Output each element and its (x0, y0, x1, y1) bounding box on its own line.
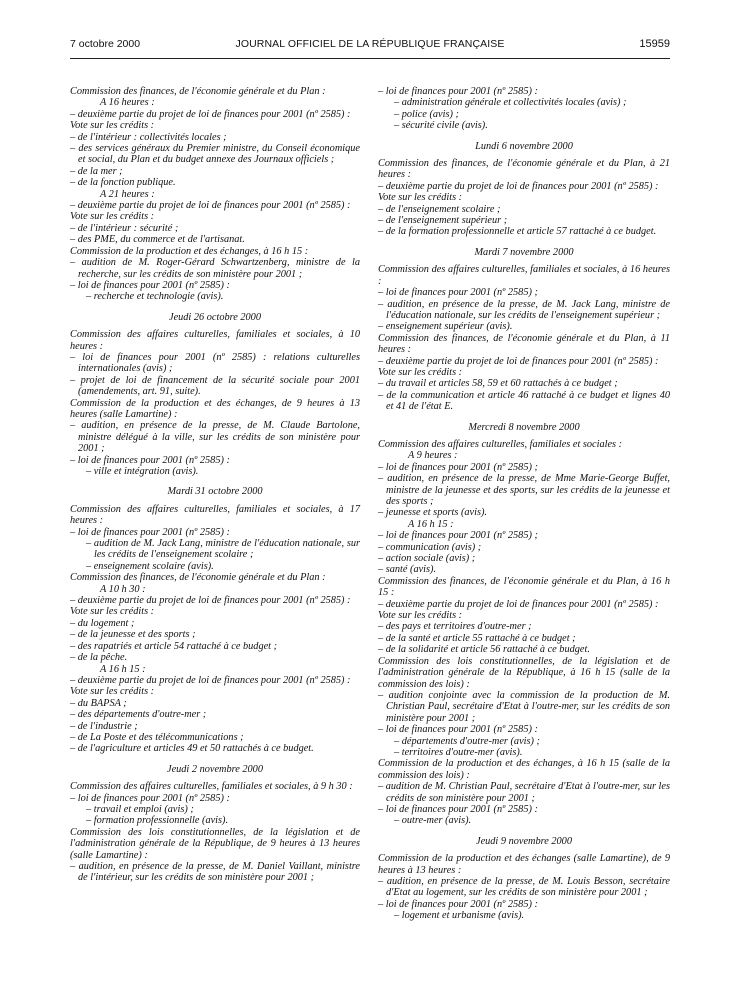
heading-line: Commission de la production et des échanges (salle Lamartine), de 9 heures à 13 heures : (378, 853, 670, 876)
date-heading: Jeudi 2 novembre 2000 (167, 763, 263, 775)
item-line: – audition, en présence de la presse, de M. Claude Bartolone, ministre délégué à la ville, sur les crédits de son ministère pour 2001 ; (70, 420, 360, 455)
item-line: – jeunesse et sports (avis). (378, 507, 487, 519)
subitem-line: – enseignement scolaire (avis). (86, 560, 214, 572)
item-line: – deuxième partie du projet de loi de finances pour 2001 (nº 2585) : (378, 180, 659, 192)
heading-line: Vote sur les crédits : (70, 120, 155, 132)
heading-line: Vote sur les crédits : (70, 686, 155, 698)
item-line: – de la formation professionnelle et article 57 rattaché à ce budget. (378, 226, 657, 238)
item-line: – loi de finances pour 2001 (nº 2585) : (70, 454, 230, 466)
subitem-line: – sécurité civile (avis). (394, 120, 488, 132)
item-line: – de l'intérieur : sécurité ; (70, 222, 179, 234)
item-line: – des rapatriés et article 54 rattaché à ce budget ; (70, 640, 278, 652)
item-line: – loi de finances pour 2001 (nº 2585) : (378, 898, 538, 910)
item-line: – audition, en présence de la presse, de M. Louis Besson, secrétaire d'Etat au logement, sur les crédits de son ministère pour 2001 ; (378, 876, 670, 899)
item-line: – deuxième partie du projet de loi de finances pour 2001 (nº 2585) : (378, 598, 659, 610)
item-line: – action sociale (avis) ; (378, 553, 476, 565)
item-line: – des PME, du commerce et de l'artisanat. (70, 234, 245, 246)
item-line: – loi de finances pour 2001 (nº 2585) ; (378, 287, 538, 299)
item-line: – deuxième partie du projet de loi de finances pour 2001 (nº 2585) : (70, 200, 351, 212)
item-line: – de l'intérieur : collectivités locales ; (70, 131, 227, 143)
item-line: – de la communication et article 46 rattaché à ce budget et lignes 40 et 41 de l'état E. (378, 389, 670, 413)
issue-date: 7 octobre 2000 (70, 38, 141, 50)
item-line: – loi de finances pour 2001 (nº 2585) ; (378, 530, 538, 542)
heading-line: Commission de la production et des échanges, à 16 h 15 (salle de la commission des lois) : (378, 758, 670, 781)
date-heading: Mardi 31 octobre 2000 (167, 486, 263, 498)
heading-line: Commission des finances, de l'économie générale et du Plan, à 11 heures : (378, 332, 670, 356)
item-line: – de l'agriculture et articles 49 et 50 rattachés à ce budget. (70, 743, 314, 755)
item-line: – audition, en présence de la presse, de M. Jack Lang, ministre de l'éducation nationale, sur les crédits de l'enseignement supérieur ; (378, 298, 670, 321)
header-rule (70, 58, 670, 59)
time-line: A 16 heures : (100, 97, 155, 109)
item-line: – de la solidarité et article 56 rattaché à ce budget. (378, 644, 590, 656)
item-line: – santé (avis). (378, 564, 437, 576)
heading-line: Commission des affaires culturelles, familiales et sociales, à 16 heures : (378, 264, 670, 287)
item-line: – loi de finances pour 2001 (nº 2585) : relations culturelles internationales (avis) ; (70, 351, 360, 375)
item-line: – des pays et territoires d'outre-mer ; (378, 621, 532, 633)
heading-line: Vote sur les crédits : (378, 610, 463, 622)
heading-line: Commission des finances, de l'économie générale et du Plan, à 21 heures : (378, 158, 670, 181)
item-line: – enseignement supérieur (avis). (378, 321, 513, 333)
item-line: – audition de M. Roger-Gérard Schwartzenberg, ministre de la recherche, sur les crédits de son ministère pour 2001 ; (70, 257, 360, 280)
subitem-line: – audition de M. Jack Lang, ministre de l'éducation nationale, sur les crédits de l'enseignement scolaire ; (86, 538, 360, 561)
subitem-line: – outre-mer (avis). (394, 815, 472, 827)
heading-line: Commission des finances, de l'économie générale et du Plan : (70, 572, 326, 584)
subitem-line: – logement et urbanisme (avis). (394, 910, 525, 922)
date-heading: Mardi 7 novembre 2000 (474, 246, 574, 258)
heading-line: Commission des lois constitutionnelles, de la législation et de l'administration générale de la République, de 9 heures à 13 heures (salle Lamartine) : (70, 826, 360, 861)
item-line: – loi de finances pour 2001 (nº 2585) : (70, 526, 230, 538)
item-line: – loi de finances pour 2001 (nº 2585) : (378, 803, 538, 815)
item-line: – de la jeunesse et des sports ; (70, 629, 196, 641)
right-column (378, 86, 670, 922)
item-line: – de La Poste et des télécommunications ; (70, 731, 244, 743)
item-line: – du BAPSA ; (70, 697, 127, 709)
heading-line: Commission des affaires culturelles, familiales et sociales, à 9 h 30 : (70, 781, 353, 793)
heading-line: Commission de la production et des échanges, à 16 h 15 : (70, 245, 309, 257)
item-line: – deuxième partie du projet de loi de finances pour 2001 (nº 2585) : (70, 108, 351, 120)
journal-title: JOURNAL OFFICIEL DE LA RÉPUBLIQUE FRANÇAISE (235, 38, 505, 50)
heading-line: Vote sur les crédits : (378, 366, 463, 378)
time-line: A 21 heures : (100, 188, 155, 200)
item-line: – projet de loi de financement de la sécurité sociale pour 2001 (amendements, art. 91, suite). (70, 374, 360, 398)
item-line: – deuxième partie du projet de loi de finances pour 2001 (nº 2585) : (70, 595, 351, 607)
heading-line: Vote sur les crédits : (70, 211, 155, 223)
heading-line: Commission des lois constitutionnelles, de la législation et de l'administration générale de la République, à 16 h 15 (salle de la commission des lois) : (378, 655, 670, 690)
item-line: – audition, en présence de la presse, de M. Daniel Vaillant, ministre de l'intérieur, sur les crédits de son ministère pour 2001 ; (70, 861, 360, 884)
heading-line: Vote sur les crédits : (378, 192, 463, 204)
item-line: – audition, en présence de la presse, de Mme Marie-George Buffet, ministre de la jeunesse et des sports, sur les crédits de la jeunesse et des sports ; (378, 473, 670, 507)
item-line: – de la santé et article 55 rattaché à ce budget ; (378, 632, 576, 644)
heading-line: Commission des affaires culturelles, familiales et sociales : (378, 438, 623, 450)
heading-line: Commission des affaires culturelles, familiales et sociales, à 17 heures : (70, 503, 360, 527)
item-line: – des départements d'outre-mer ; (70, 709, 207, 721)
item-line: – de la pêche. (70, 652, 128, 664)
item-line: – loi de finances pour 2001 (nº 2585) : (378, 724, 538, 736)
subitem-line: – travail et emploi (avis) ; (86, 803, 194, 815)
heading-line: Commission de la production et des échanges, de 9 heures à 13 heures (salle Lamartine) : (70, 397, 360, 420)
item-line: – du logement ; (70, 617, 135, 629)
page-header (70, 38, 670, 54)
subitem-line: – recherche et technologie (avis). (86, 291, 224, 303)
item-line: – audition conjointe avec la commission de la production de M. Christian Paul, secrétaire d'Etat à l'outre-mer, sur les crédits de son ministère pour 2001 ; (378, 689, 670, 724)
item-line: – de la mer ; (70, 165, 123, 177)
item-line: – deuxième partie du projet de loi de finances pour 2001 (nº 2585) : (378, 355, 659, 367)
page-number: 15959 (639, 38, 670, 50)
time-line: A 10 h 30 : (100, 583, 146, 595)
time-line: A 9 heures : (408, 450, 458, 462)
item-line: – de l'industrie ; (70, 720, 138, 732)
item-line: – loi de finances pour 2001 (nº 2585) ; (378, 461, 538, 473)
item-line: – audition de M. Christian Paul, secrétaire d'Etat à l'outre-mer, sur les crédits de son ministère pour 2001 ; (378, 781, 670, 804)
date-heading: Lundi 6 novembre 2000 (475, 140, 573, 152)
item-line: – loi de finances pour 2001 (nº 2585) : (70, 279, 230, 291)
subitem-line: – administration générale et collectivités locales (avis) ; (394, 97, 627, 109)
heading-line: Commission des affaires culturelles, familiales et sociales, à 10 heures : (70, 329, 360, 352)
item-line: – loi de finances pour 2001 (nº 2585) : (70, 792, 230, 804)
date-heading: Jeudi 26 octobre 2000 (169, 311, 261, 323)
time-line: A 16 h 15 : (408, 518, 454, 530)
item-line: – de l'enseignement supérieur ; (378, 215, 508, 227)
heading-line: Commission des finances, de l'économie générale et du Plan : (70, 86, 326, 97)
item-line: – communication (avis) ; (378, 541, 482, 553)
item-line: – de l'enseignement scolaire ; (378, 203, 501, 215)
subitem-line: – formation professionnelle (avis). (86, 815, 229, 827)
item-line: – des services généraux du Premier ministre, du Conseil économique et social, du Plan et du budget annexe des Journaux officiels ; (70, 143, 360, 166)
item-line: – loi de finances pour 2001 (nº 2585) : (378, 86, 538, 97)
item-line: – de la fonction publique. (70, 177, 176, 189)
left-column (70, 86, 360, 884)
heading-line: Commission des finances, de l'économie générale et du Plan, à 16 h 15 : (378, 575, 670, 599)
date-heading: Mercredi 8 novembre 2000 (468, 421, 580, 433)
heading-line: Vote sur les crédits : (70, 606, 155, 618)
time-line: A 16 h 15 : (100, 663, 146, 675)
item-line: – du travail et articles 58, 59 et 60 rattachés à ce budget ; (378, 378, 618, 390)
subitem-line: – police (avis) ; (394, 108, 459, 120)
subitem-line: – départements d'outre-mer (avis) ; (394, 735, 540, 747)
subitem-line: – territoires d'outre-mer (avis). (394, 746, 523, 758)
date-heading: Jeudi 9 novembre 2000 (476, 835, 572, 847)
item-line: – deuxième partie du projet de loi de finances pour 2001 (nº 2585) : (70, 674, 351, 686)
subitem-line: – ville et intégration (avis). (86, 466, 199, 477)
